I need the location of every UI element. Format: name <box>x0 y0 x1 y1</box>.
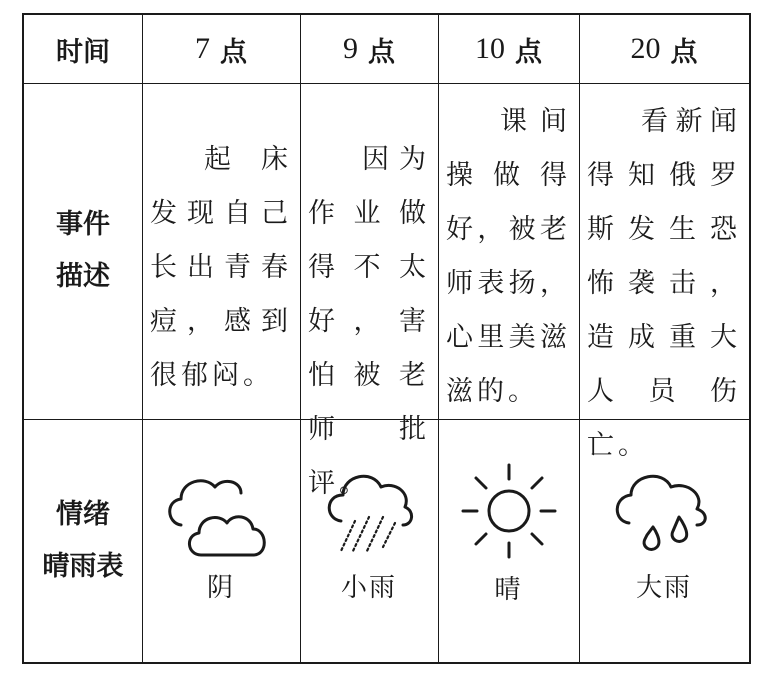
row-label-line: 情绪 <box>56 498 110 530</box>
time-column-10 <box>438 15 579 83</box>
weather-label: 小雨 <box>340 573 397 603</box>
weather-cell-10 <box>438 461 579 606</box>
row-label-line: 事件 <box>56 209 110 240</box>
time-number: 10 <box>475 32 505 65</box>
time-number: 7 <box>195 32 210 65</box>
time-unit: 点 <box>515 36 542 68</box>
weather-label: 大雨 <box>635 573 692 603</box>
weather-cell-7 <box>142 463 300 604</box>
heavy-rain-icon <box>609 463 719 559</box>
weather-cell-9 <box>300 463 438 604</box>
time-header: 时间 <box>56 36 110 68</box>
cloudy-icon <box>161 463 281 559</box>
event-description-10: 课间操做得好，被老师表扬，心里美滋滋的。 <box>446 106 571 407</box>
time-unit: 点 <box>220 36 247 68</box>
time-column-9 <box>300 15 438 83</box>
time-column-7 <box>142 15 300 83</box>
row-label-line: 晴雨表 <box>42 550 124 582</box>
time-number: 20 <box>630 32 661 65</box>
mood-row-label <box>24 419 142 662</box>
row-label-line: 描述 <box>56 261 110 292</box>
events-row-label <box>24 83 142 419</box>
time-unit: 点 <box>670 36 698 68</box>
time-column-20 <box>579 15 749 83</box>
event-description-9: 因为作业做得不太好，害怕被老师批评。 <box>308 144 430 499</box>
weather-cell-20 <box>579 463 749 604</box>
weather-label: 阴 <box>206 573 235 603</box>
event-description-7: 起床发现自己长出青春痘，感到很郁闷。 <box>150 144 292 391</box>
mood-table <box>22 13 751 664</box>
sunny-icon <box>454 461 564 561</box>
event-description-20: 看新闻得知俄罗斯发生恐怖袭击，造成重大人员伤亡。 <box>587 106 741 461</box>
time-number: 9 <box>343 32 358 65</box>
time-unit: 点 <box>368 36 395 68</box>
weather-label: 晴 <box>494 575 523 605</box>
light-rain-icon <box>319 463 419 559</box>
